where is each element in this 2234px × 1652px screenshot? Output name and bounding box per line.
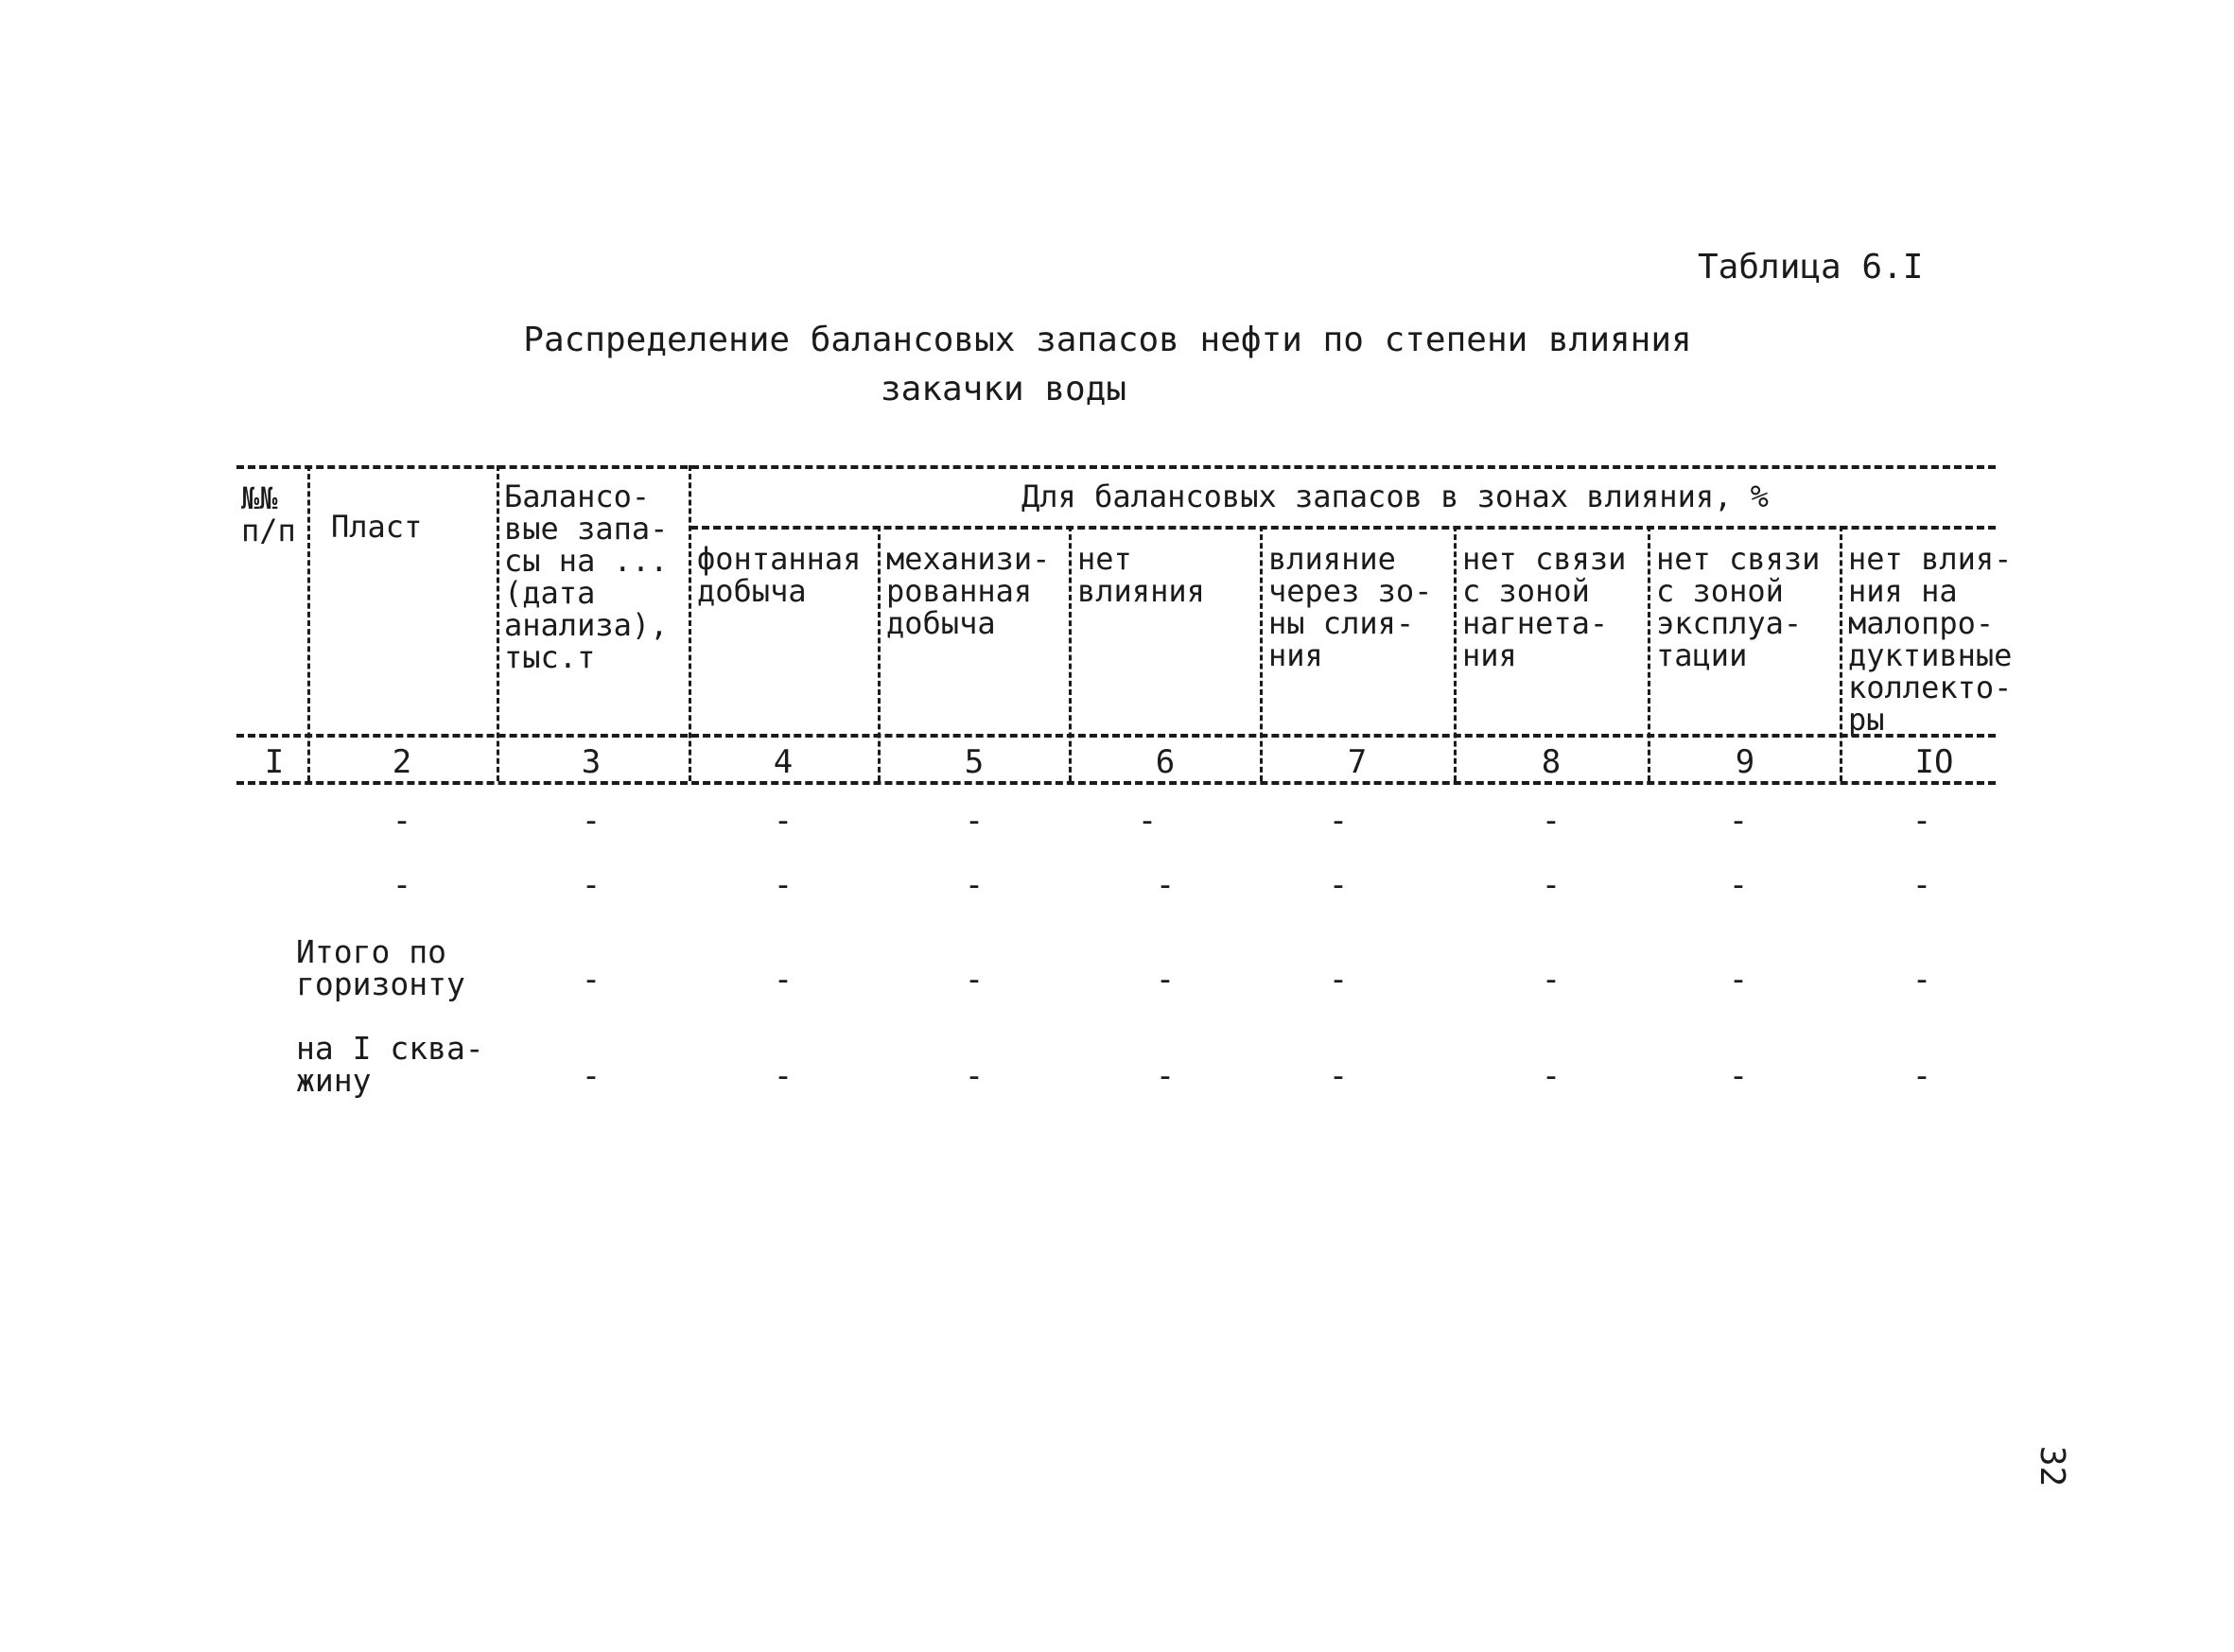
cell-value: -	[773, 866, 794, 904]
cell-value: -	[1911, 1057, 1932, 1095]
column-divider	[878, 526, 881, 781]
column-number: 3	[581, 743, 602, 781]
cell-value: -	[1137, 802, 1158, 840]
cell-value: -	[392, 802, 412, 840]
cell-value: -	[581, 866, 602, 904]
cell-value: -	[1911, 802, 1932, 840]
column-divider	[497, 465, 499, 781]
cell-value: -	[1728, 961, 1749, 999]
column-divider	[307, 465, 310, 781]
cell-value: -	[1541, 802, 1562, 840]
cell-value: -	[964, 802, 985, 840]
column-divider	[1069, 526, 1072, 781]
cell-value: -	[773, 1057, 794, 1095]
column-number: 5	[964, 743, 985, 781]
header-col4: фонтанная добыча	[697, 541, 862, 609]
header-col1: №№ п/п	[241, 480, 296, 548]
cell-value: -	[964, 961, 985, 999]
cell-value: -	[581, 1057, 602, 1095]
header-bottom-border	[236, 734, 1996, 738]
table-label: Таблица 6.I	[1698, 248, 1924, 287]
cell-value: -	[964, 866, 985, 904]
column-divider	[1648, 526, 1650, 781]
column-number: 8	[1541, 743, 1562, 781]
column-number: I	[264, 743, 285, 781]
cell-value: -	[1155, 1057, 1176, 1095]
cell-value: -	[581, 961, 602, 999]
cell-value: -	[773, 802, 794, 840]
header-col8: нет связи с зоной нагнета- ния	[1462, 541, 1627, 673]
page-number: 32	[2033, 1445, 2072, 1487]
column-numbers-bottom-border	[236, 781, 1996, 785]
group-header-divider	[690, 526, 1996, 530]
cell-value: -	[1328, 802, 1349, 840]
column-number: 9	[1735, 743, 1755, 781]
cell-value: -	[1911, 866, 1932, 904]
column-number: 6	[1155, 743, 1176, 781]
cell-value: -	[1541, 1057, 1562, 1095]
header-col5: механизи- рованная добыча	[886, 541, 1051, 641]
cell-value: -	[1911, 961, 1932, 999]
column-divider	[1840, 526, 1842, 781]
cell-value: -	[392, 866, 412, 904]
header-col3: Балансо- вые запа- сы на ... (дата анализа), тыс.т	[504, 478, 669, 675]
table-title-line2: закачки воды	[880, 370, 1127, 409]
cell-value: -	[1541, 961, 1562, 999]
row-label: на I сква- жину	[296, 1030, 484, 1099]
cell-value: -	[581, 802, 602, 840]
cell-value: -	[1328, 1057, 1349, 1095]
header-col9: нет связи с зоной эксплуа- тации	[1656, 541, 1821, 673]
column-divider	[1260, 526, 1263, 781]
column-number: IO	[1914, 743, 1954, 781]
cell-value: -	[1155, 866, 1176, 904]
column-number: 2	[392, 743, 412, 781]
column-divider	[1454, 526, 1457, 781]
cell-value: -	[1728, 802, 1749, 840]
header-col2: Пласт	[331, 509, 423, 545]
table-top-border	[236, 465, 1996, 469]
table-title-line1: Распределение балансовых запасов нефти по степени влияния	[523, 321, 1692, 359]
cell-value: -	[1155, 961, 1176, 999]
cell-value: -	[1541, 866, 1562, 904]
header-col7: влияние через зо- ны слия- ния	[1268, 541, 1433, 673]
cell-value: -	[1728, 1057, 1749, 1095]
column-number: 7	[1347, 743, 1368, 781]
cell-value: -	[964, 1057, 985, 1095]
cell-value: -	[1728, 866, 1749, 904]
column-number: 4	[773, 743, 794, 781]
cell-value: -	[1328, 866, 1349, 904]
header-group: Для балансовых запасов в зонах влияния, %	[1021, 478, 1769, 514]
row-label: Итого по горизонту	[296, 933, 465, 1002]
column-divider	[689, 465, 691, 781]
header-col6: нет влияния	[1077, 541, 1205, 609]
cell-value: -	[773, 961, 794, 999]
cell-value: -	[1328, 961, 1349, 999]
header-col10: нет влия- ния на малопро- дуктивные коллекто- ры	[1848, 541, 2013, 738]
